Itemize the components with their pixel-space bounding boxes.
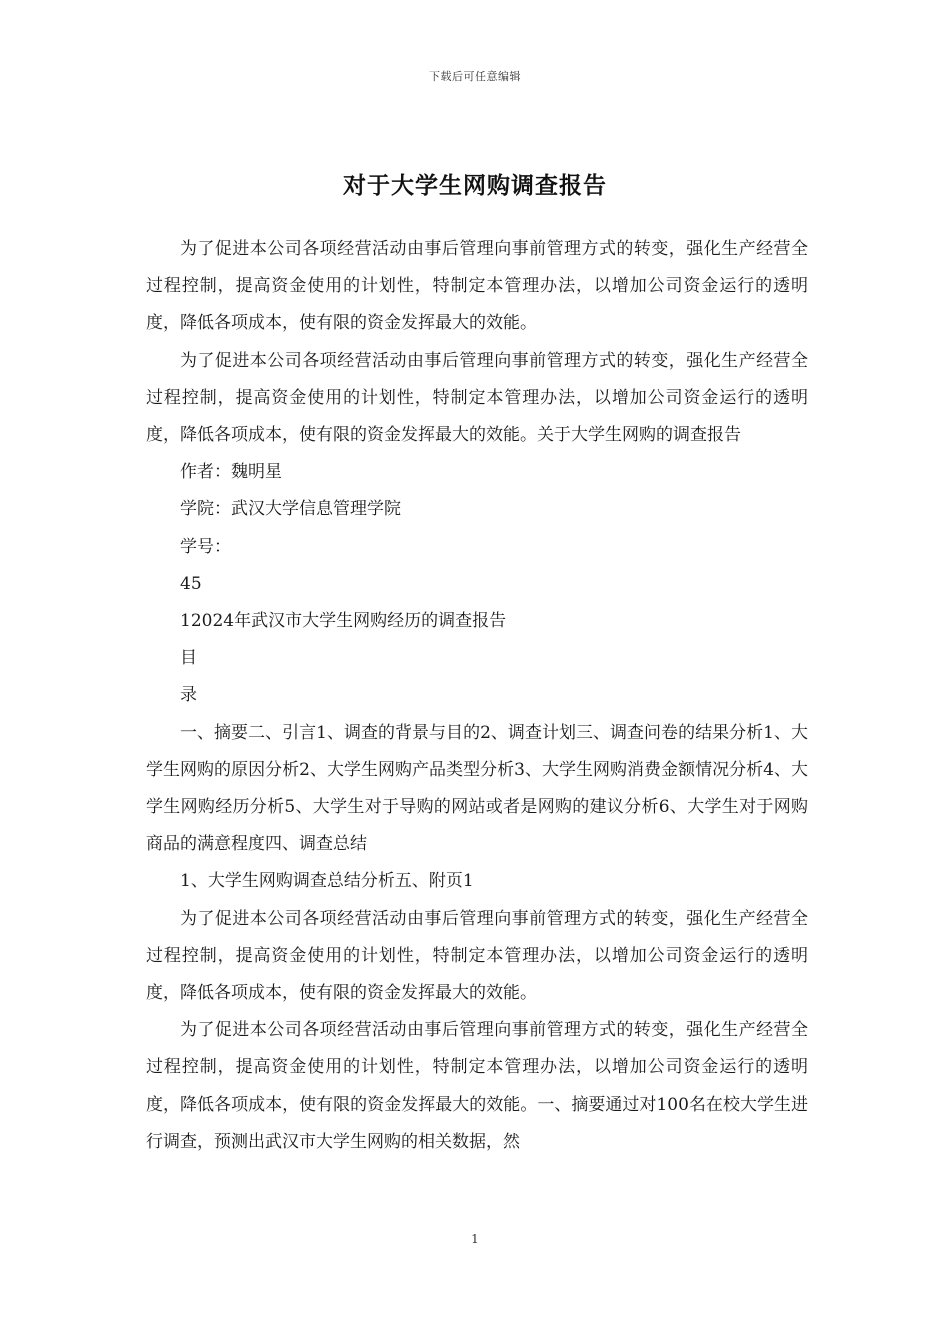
college-line: 学院：武汉大学信息管理学院 [180,499,401,520]
toc-contents: 一、摘要二、引言1、调查的背景与目的2、调查计划三、调查问卷的结果分析1、大学生网购的原因分析2、大学生网购产品类型分析3、大学生网购消费金额情况分析4、大学生网购经历分析5、大学生对于导购的网站或者是网购的建议分析6、大学生对于网购商品的满意程度四、调查总结 [146,722,808,855]
document-body [146,231,808,1161]
student-id-label: 学号： [180,536,231,557]
document-title: 对于大学生网购调查报告 [343,172,607,200]
toc-heading-part2: 录 [180,685,197,706]
paragraph: 为了促进本公司各项经营活动由事后管理向事前管理方式的转变，强化生产经营全过程控制，提高资金使用的计划性，特制定本管理办法，以增加公司资金运行的透明度，降低各项成本，使有限的资金发挥最大的效能。一、摘要通过对100名在校大学生进行调查，预测出武汉市大学生网购的相关数据，然 [146,1020,808,1152]
paragraph: 为了促进本公司各项经营活动由事后管理向事前管理方式的转变，强化生产经营全过程控制，提高资金使用的计划性，特制定本管理办法，以增加公司资金运行的透明度，降低各项成本，使有限的资金发挥最大的效能。 [146,908,808,1004]
paragraph: 为了促进本公司各项经营活动由事后管理向事前管理方式的转变，强化生产经营全过程控制，提高资金使用的计划性，特制定本管理办法，以增加公司资金运行的透明度，降低各项成本，使有限的资金发挥最大的效能。关于大学生网购的调查报告 [146,350,808,446]
report-subtitle: 12024年武汉市大学生网购经历的调查报告 [180,611,507,632]
header-note: 下载后可任意编辑 [429,70,521,83]
student-id-value: 45 [180,573,202,594]
paragraph: 为了促进本公司各项经营活动由事后管理向事前管理方式的转变，强化生产经营全过程控制，提高资金使用的计划性，特制定本管理办法，以增加公司资金运行的透明度，降低各项成本，使有限的资金发挥最大的效能。 [146,239,808,334]
author-line: 作者：魏明星 [180,462,282,483]
toc-contents-continued: 1、大学生网购调查总结分析五、附页1 [180,871,474,892]
page-number: 1 [471,1232,479,1246]
toc-heading-part1: 目 [180,648,197,669]
